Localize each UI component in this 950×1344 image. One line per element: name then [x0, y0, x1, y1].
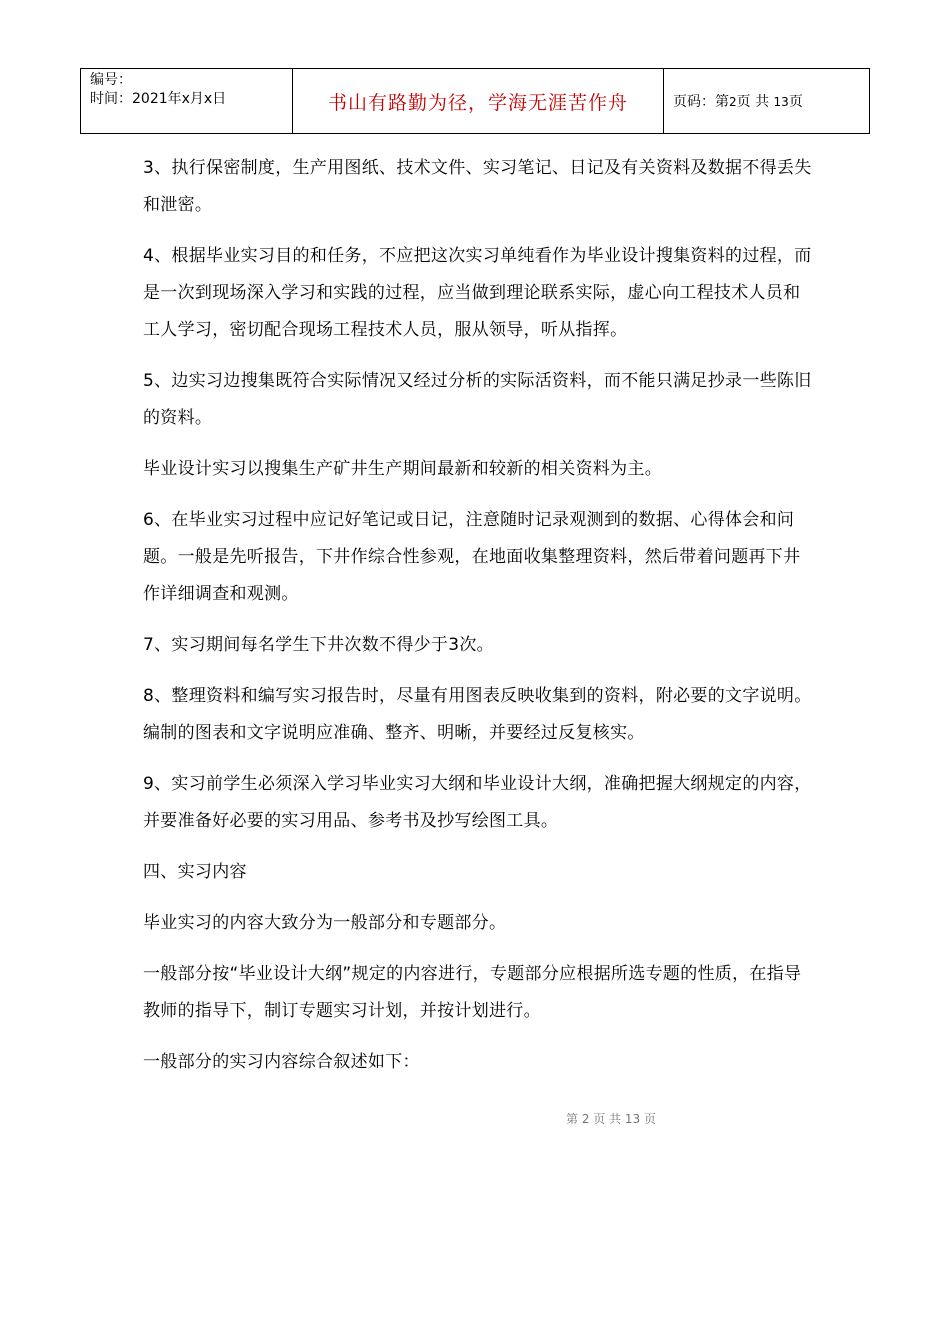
page-prefix: 页码：第 [673, 94, 729, 110]
paragraph-rule-7: 7、实习期间每名学生下井次数不得少于3次。 [143, 635, 494, 655]
paragraph-rule-9: 9、实习前学生必须深入学习毕业实习大纲和毕业设计大纲，准确把握大纲规定的内容，并要准备好必要的实习用品、参考书及抄写绘图工具。 [143, 774, 812, 831]
paragraph-rule-3: 3、执行保密制度，生产用图纸、技术文件、实习笔记、日记及有关资料及数据不得丢失和泄密。 [143, 158, 812, 215]
header-motto: 书山有路勤为径，学海无涯苦作舟 [293, 69, 664, 134]
paragraph-general-summary: 一般部分的实习内容综合叙述如下： [143, 1052, 420, 1072]
footer-page-mark: 第 2 页 共 13 页 [566, 1112, 656, 1126]
paragraph-general-part: 一般部分按“毕业设计大纲”规定的内容进行，专题部分应根据所选专题的性质，在指导教师的指导下，制订专题实习计划，并按计划进行。 [143, 964, 802, 1021]
page-total: 13 [773, 95, 789, 109]
paragraph-rule-4: 4、根据毕业实习目的和任务，不应把这次实习单纯看作为毕业设计搜集资料的过程，而是一次到现场深入学习和实践的过程，应当做到理论联系实际，虚心向工程技术人员和工人学习，密切配合现场工程技术人员，服从领导，听从指挥。 [143, 246, 812, 340]
document-number-label: 编号： [90, 72, 132, 88]
section-heading: 四、实习内容 [143, 862, 247, 882]
page-middle: 页 共 [736, 94, 770, 110]
paragraph-rule-5: 5、边实习边搜集既符合实际情况又经过分析的实际活资料，而不能只满足抄录一些陈旧的资料。 [143, 371, 812, 428]
paragraph-rule-8: 8、整理资料和编写实习报告时，尽量有用图表反映收集到的资料，附必要的文字说明。编制的图表和文字说明应准确、整齐、明晰，并要经过反复核实。 [143, 686, 812, 743]
paragraph-content-overview: 毕业实习的内容大致分为一般部分和专题部分。 [143, 913, 507, 933]
document-date: 时间：2021年x月x日 [90, 91, 227, 107]
page-current: 2 [729, 95, 737, 109]
paragraph-rule-6: 6、在毕业实习过程中应记好笔记或日记，注意随时记录观测到的数据、心得体会和问题。一般是先听报告，下井作综合性参观，在地面收集整理资料，然后带着问题再下井作详细调查和观测。 [143, 510, 801, 604]
page-suffix: 页 [788, 94, 803, 110]
paragraph-focus-note: 毕业设计实习以搜集生产矿井生产期间最新和较新的相关资料为主。 [143, 459, 662, 479]
document-body [143, 150, 813, 1095]
document-meta [81, 69, 293, 134]
document-header [80, 68, 870, 134]
header-page-number [664, 69, 870, 134]
